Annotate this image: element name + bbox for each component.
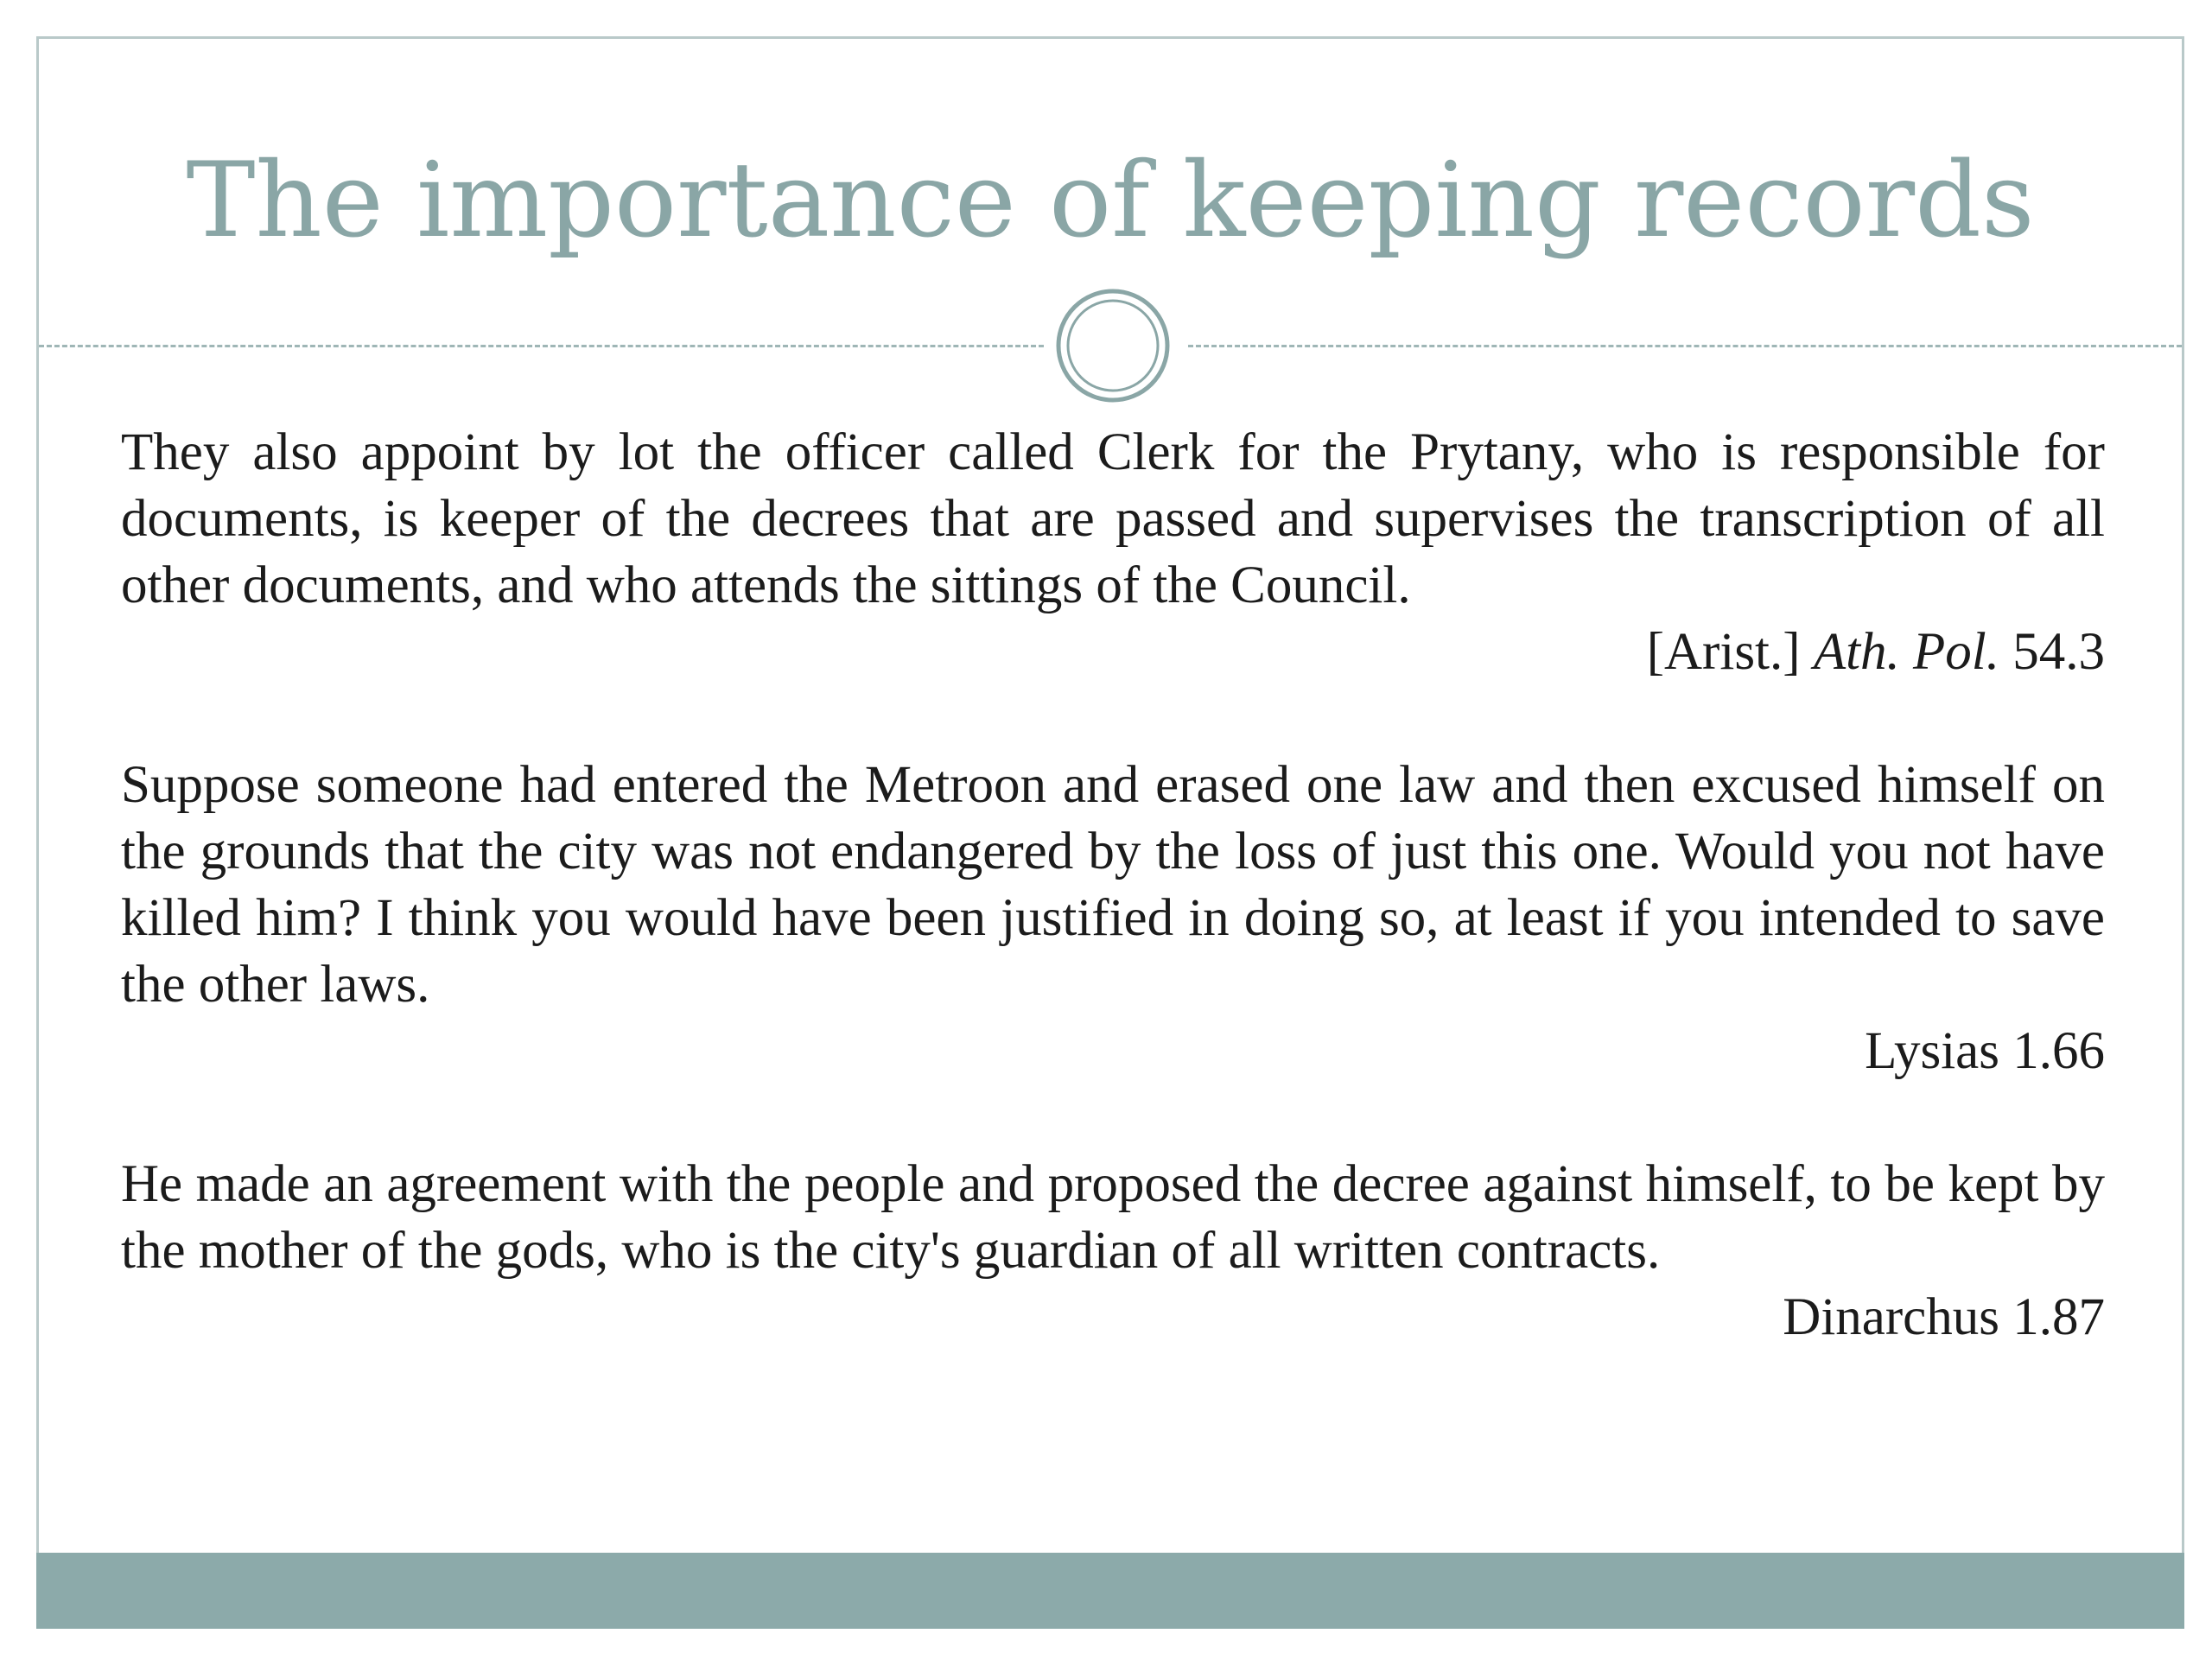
title-divider-right bbox=[1188, 345, 2182, 347]
title-divider-left bbox=[39, 345, 1044, 347]
quote-text: They also appoint by lot the officer called Clerk for the Prytany, who is responsible for documents, is keeper of the decrees that are passed and supervises the transcription of all other documents, and who attends the sittings of the Council. bbox=[121, 423, 2105, 614]
citation-author: [Arist.] bbox=[1646, 623, 1814, 681]
spacer bbox=[121, 685, 2105, 752]
quote-citation: Lysias 1.66 bbox=[1865, 1022, 2105, 1080]
footer-accent-bar bbox=[36, 1553, 2184, 1629]
double-circle-ornament-icon bbox=[1055, 288, 1171, 404]
spacer bbox=[121, 1084, 2105, 1151]
quotes-body bbox=[121, 419, 2105, 1351]
quote-text: Suppose someone had entered the Metroon and erased one law and then excused himself on the grounds that the city was not endangered by the loss of just this one. Would you not have killed him? I think you would have been justified in doing so, at least if you intended to save the other laws. bbox=[121, 756, 2105, 1014]
slide-frame bbox=[36, 36, 2184, 1629]
quote-citation: Dinarchus 1.87 bbox=[1783, 1288, 2105, 1346]
quote-text: He made an agreement with the people and proposed the decree against himself, to be kept by the mother of the gods, who is the city's guardian of all written contracts. bbox=[121, 1155, 2105, 1280]
citation-work: Ath. Pol. bbox=[1813, 623, 1999, 681]
slide-title: The importance of keeping records bbox=[186, 141, 2035, 261]
quote-citation bbox=[121, 619, 2105, 685]
citation-section: 54.3 bbox=[1999, 623, 2105, 681]
